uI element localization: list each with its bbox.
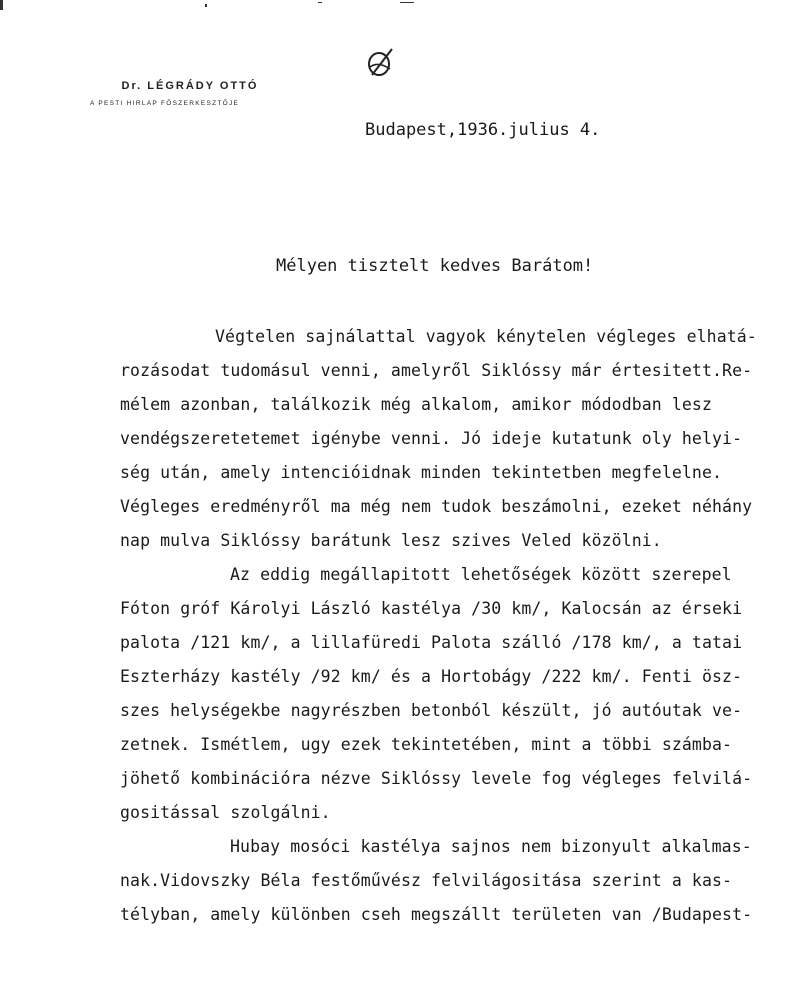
paragraph-1-line-4: vendégszeretetemet igénybe venni. Jó ideje kutatunk oly helyi- [120,429,743,448]
paragraph-1-line-7: nap mulva Siklóssy barátunk lesz szives Veled közölni. [120,531,662,550]
paragraph-2-line-8: gositással szolgálni. [120,803,331,822]
paragraph-1-line-1: Végtelen sajnálattal vagyok kénytelen végleges elhatá- [215,327,757,346]
salutation: Mélyen tisztelt kedves Barátom! [276,256,594,276]
scan-speck [318,2,322,3]
paragraph-2-line-2: Fóton gróf Károlyi László kastélya /30 km/, Kalocsán az érseki [120,599,743,618]
paragraph-2-line-1: Az eddig megállapitott lehetőségek között szerepel [230,565,732,584]
paragraph-1-line-6: Végleges eredményről ma még nem tudok beszámolni, ezeket néhány [120,497,753,516]
handwritten-mark-icon [362,45,398,81]
paragraph-1-line-2: rozásodat tudomásul venni, amelyről Siklóssy már értesitett.Re- [120,361,753,380]
letterhead [90,80,290,107]
scan-speck [0,0,3,10]
paragraph-3-line-1: Hubay mosóci kastélya sajnos nem bizonyult alkalmas- [230,837,752,856]
paragraph-3-line-3: télyban, amely különben cseh megszállt területen van /Budapest- [120,905,753,924]
paragraph-1-line-3: mélem azonban, találkozik még alkalom, amikor módodban lesz [120,395,712,414]
paragraph-3-line-2: nak.Vidovszky Béla festőművész felvilágositása szerint a kas- [120,871,733,890]
letter-body [120,320,770,932]
scan-speck [400,2,414,3]
paragraph-2-line-3: palota /121 km/, a lillafüredi Palota szálló /178 km/, a tatai [120,633,743,652]
date-line: Budapest,1936.julius 4. [365,120,601,140]
letterhead-subtitle: A PESTI HIRLAP FŐSZERKESZTŐJE [90,100,240,107]
paragraph-1-line-5: ség után, amely intencióidnak minden tekintetben megfelelne. [120,463,723,482]
paragraph-2-line-6: zetnek. Ismétlem, ugy ezek tekintetében, mint a többi számba- [120,735,733,754]
paragraph-2-line-7: jöhető kombinációra nézve Siklóssy levele fog végleges felvilá- [120,769,753,788]
letterhead-name: Dr. LÉGRÁDY OTTÓ [121,80,259,92]
paragraph-2-line-5: szes helységekbe nagyrészben betonból készült, jó autóutak ve- [120,701,743,720]
scan-speck [205,4,207,7]
paragraph-2-line-4: Eszterházy kastély /92 km/ és a Hortobágy /222 km/. Fenti ösz- [120,667,743,686]
